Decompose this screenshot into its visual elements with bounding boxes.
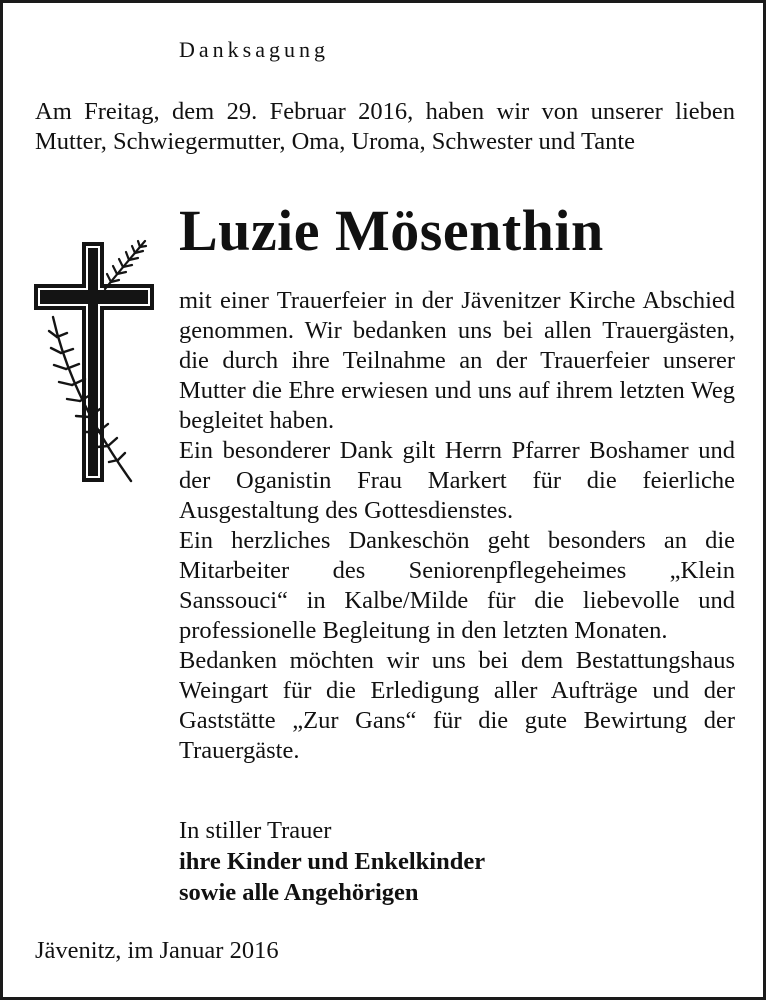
- body-paragraph-farewell: mit einer Trauerfeier in der Jävenitzer Kirche Abschied genommen. Wir bedanken uns bei allen Trauergästen, die durch ihre Teilnahme an der Trauerfeier unserer Mutter die Ehre erwiesen und uns auf ihrem letzten Weg begleitet haben.: [179, 287, 735, 434]
- intro-text: Am Freitag, dem 29. Februar 2016, haben wir von unserer lieben Mutter, Schwiegermutter, Oma, Uroma, Schwester und Tante: [35, 98, 735, 155]
- cross-with-palm-branch-icon: [31, 237, 157, 487]
- deceased-name: Luzie Mösenthin: [179, 198, 604, 263]
- closing-line-relatives: sowie alle Angehörigen: [179, 879, 419, 906]
- place-and-date: Jävenitz, im Januar 2016: [35, 937, 279, 964]
- closing-block: [179, 815, 485, 908]
- closing-line-mourning: In stiller Trauer: [179, 817, 332, 844]
- notice-heading: Danksagung: [179, 37, 329, 62]
- body-paragraph-pastor: Ein besonderer Dank gilt Herrn Pfarrer Boshamer und der Oganistin Frau Markert für die feierliche Ausgestaltung des Gottesdienstes.: [179, 437, 735, 524]
- closing-line-children: ihre Kinder und Enkelkinder: [179, 848, 486, 875]
- body-paragraph-care-home: Ein herzliches Dankeschön geht besonders an die Mitarbeiter des Seniorenpflegeheimes „Klein Sanssouci“ in Kalbe/Milde für die liebevolle und professionelle Begleitung in den letzten Monaten.: [179, 527, 735, 644]
- body-paragraph-funeral-home: Bedanken möchten wir uns bei dem Bestattungshaus Weingart für die Erledigung aller Aufträge und der Gaststätte „Zur Gans“ für die gute Bewirtung der Trauergäste.: [179, 647, 735, 764]
- notice-body: [179, 286, 735, 766]
